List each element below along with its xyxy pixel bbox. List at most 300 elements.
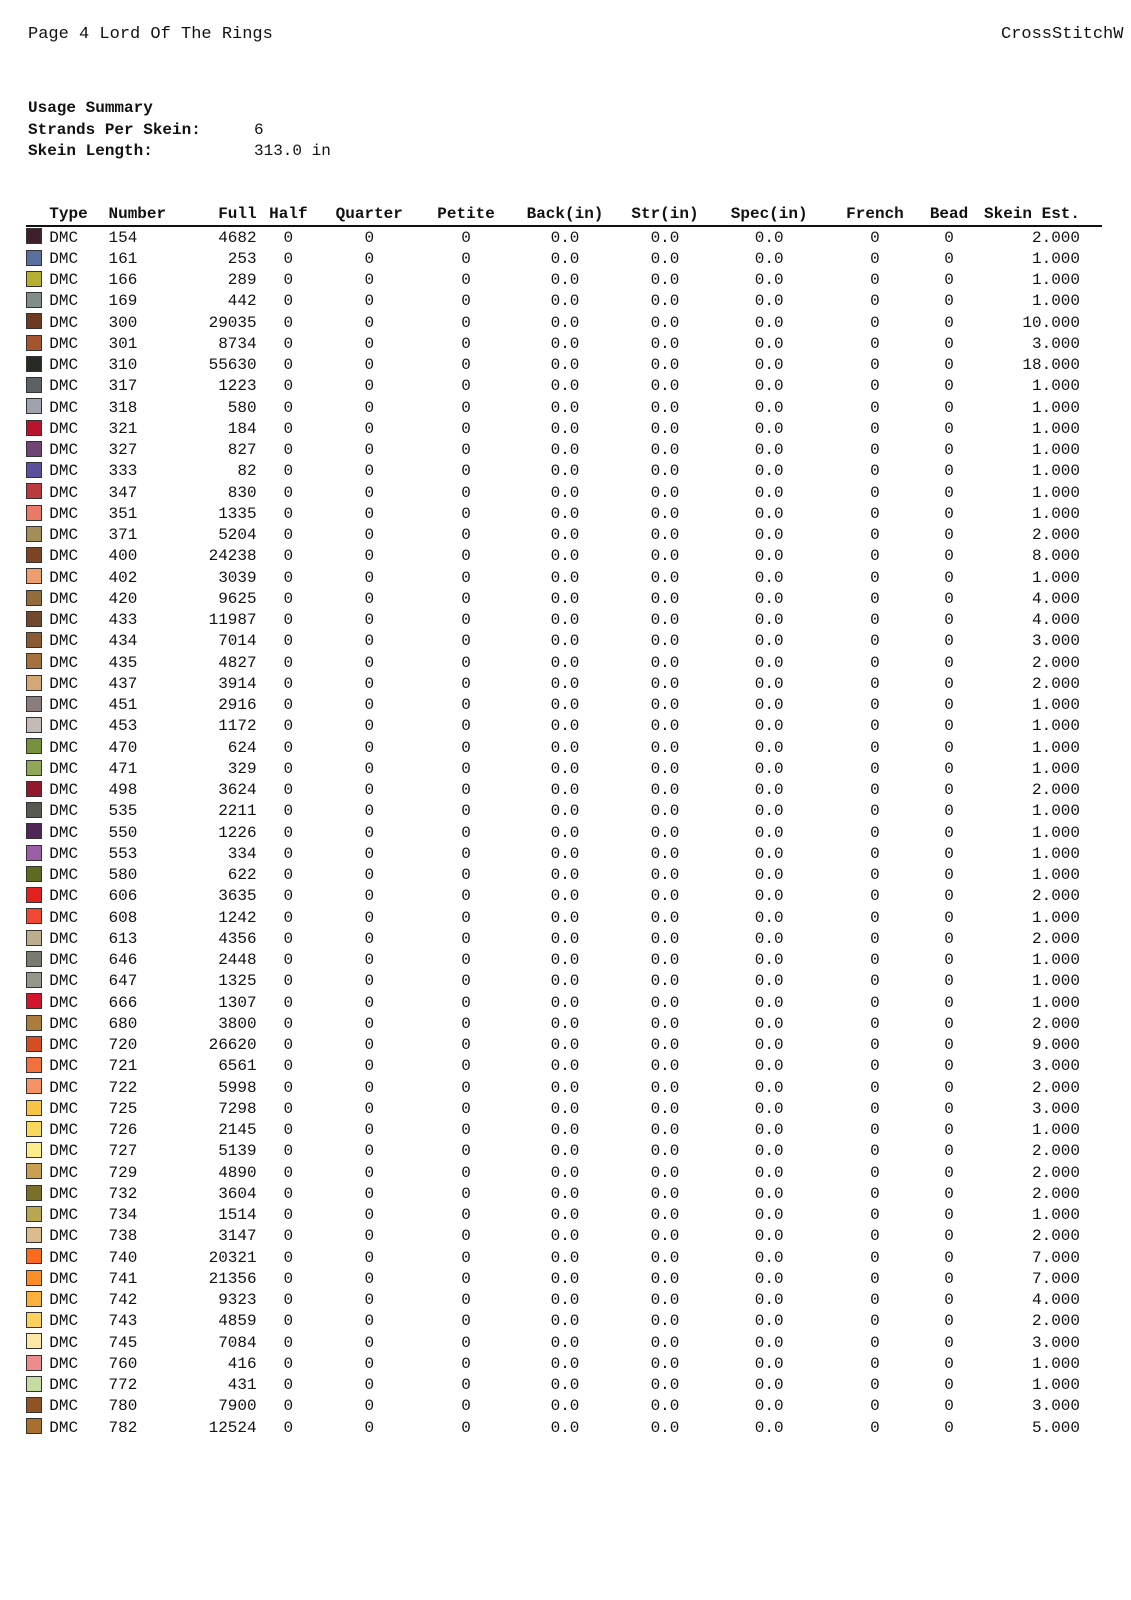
cell-skein-est: 1.000 <box>1031 696 1080 715</box>
cell-swatch <box>26 1205 49 1226</box>
cell-quarter: 0 <box>364 589 375 608</box>
cell-swatch <box>26 758 49 779</box>
cell-french: 0 <box>870 462 880 481</box>
color-swatch-icon <box>26 568 42 584</box>
cell-petite: 0 <box>461 1312 471 1331</box>
cell-number: 760 <box>108 1354 138 1373</box>
cell-half: 0 <box>283 334 294 353</box>
table-header-row <box>26 203 1102 226</box>
cell-half: 0 <box>283 1142 294 1161</box>
cell-french: 0 <box>870 589 880 608</box>
color-swatch-icon <box>26 823 42 839</box>
cell-back: 0.0 <box>550 632 580 651</box>
table-row <box>26 716 1102 737</box>
cell-quarter: 0 <box>364 419 375 438</box>
cell-type: DMC <box>49 419 79 438</box>
cell-bead: 0 <box>944 1184 954 1203</box>
cell-str: 0.0 <box>650 611 680 630</box>
cell-french: 0 <box>870 1142 880 1161</box>
cell-number: 666 <box>108 993 138 1012</box>
cell-number: 301 <box>108 334 138 353</box>
cell-skein-est: 2.000 <box>1031 228 1080 247</box>
cell-type: DMC <box>49 1163 79 1182</box>
color-swatch-icon <box>26 717 42 733</box>
page-header-title: Page 4 Lord Of The Rings <box>28 25 273 44</box>
color-swatch-icon <box>26 675 42 691</box>
cell-french: 0 <box>870 738 880 757</box>
color-swatch-icon <box>26 441 42 457</box>
cell-swatch <box>26 865 49 886</box>
cell-french: 0 <box>870 334 880 353</box>
cell-swatch <box>26 928 49 949</box>
color-swatch-icon <box>26 292 42 308</box>
cell-type: DMC <box>49 844 79 863</box>
cell-str: 0.0 <box>650 759 680 778</box>
cell-back: 0.0 <box>550 1057 580 1076</box>
cell-half: 0 <box>283 419 294 438</box>
color-swatch-icon <box>26 908 42 924</box>
cell-type: DMC <box>49 1269 79 1288</box>
color-swatch-icon <box>26 398 42 414</box>
cell-bead: 0 <box>944 526 954 545</box>
cell-spec: 0.0 <box>754 1206 784 1225</box>
cell-half: 0 <box>283 526 294 545</box>
cell-str: 0.0 <box>650 547 680 566</box>
cell-type: DMC <box>49 1312 79 1331</box>
cell-bead: 0 <box>944 1397 954 1416</box>
cell-str: 0.0 <box>650 1163 680 1182</box>
cell-back: 0.0 <box>550 1291 580 1310</box>
cell-half: 0 <box>283 802 294 821</box>
cell-french: 0 <box>870 887 880 906</box>
cell-skein-est: 2.000 <box>1031 1078 1080 1097</box>
cell-type: DMC <box>49 929 79 948</box>
cell-quarter: 0 <box>364 1057 375 1076</box>
cell-petite: 0 <box>461 249 471 268</box>
cell-spec: 0.0 <box>754 1121 784 1140</box>
cell-full: 1223 <box>218 377 257 396</box>
cell-petite: 0 <box>461 271 471 290</box>
cell-quarter: 0 <box>364 1248 375 1267</box>
cell-swatch <box>26 226 49 248</box>
color-swatch-icon <box>26 781 42 797</box>
cell-french: 0 <box>870 419 880 438</box>
cell-skein-est: 1.000 <box>1031 993 1080 1012</box>
cell-quarter: 0 <box>364 717 375 736</box>
cell-str: 0.0 <box>650 696 680 715</box>
cell-full: 6561 <box>218 1057 257 1076</box>
color-swatch-icon <box>26 972 42 988</box>
cell-spec: 0.0 <box>754 441 784 460</box>
cell-back: 0.0 <box>550 398 580 417</box>
cell-french: 0 <box>870 1333 880 1352</box>
cell-petite: 0 <box>461 1099 471 1118</box>
cell-quarter: 0 <box>364 1142 375 1161</box>
cell-french: 0 <box>870 653 880 672</box>
table-row <box>26 333 1102 354</box>
table-row <box>26 737 1102 758</box>
cell-str: 0.0 <box>650 1291 680 1310</box>
cell-bead: 0 <box>944 504 954 523</box>
cell-french: 0 <box>870 1014 880 1033</box>
cell-half: 0 <box>283 781 294 800</box>
table-row <box>26 673 1102 694</box>
cell-number: 772 <box>108 1376 138 1395</box>
cell-swatch <box>26 780 49 801</box>
cell-type: DMC <box>49 441 79 460</box>
cell-spec: 0.0 <box>754 589 784 608</box>
col-bead: Bead <box>925 203 973 226</box>
cell-back: 0.0 <box>550 271 580 290</box>
cell-swatch <box>26 1226 49 1247</box>
table-row <box>26 440 1102 461</box>
cell-half: 0 <box>283 951 294 970</box>
cell-type: DMC <box>49 1333 79 1352</box>
cell-str: 0.0 <box>650 717 680 736</box>
table-row <box>26 1056 1102 1077</box>
cell-str: 0.0 <box>650 1121 680 1140</box>
cell-swatch <box>26 822 49 843</box>
cell-type: DMC <box>49 1206 79 1225</box>
cell-french: 0 <box>870 1057 880 1076</box>
cell-number: 351 <box>108 504 138 523</box>
cell-french: 0 <box>870 1078 880 1097</box>
cell-swatch <box>26 1183 49 1204</box>
cell-skein-est: 5.000 <box>1031 1418 1080 1437</box>
table-row <box>26 1396 1102 1417</box>
cell-french: 0 <box>870 1397 880 1416</box>
cell-french: 0 <box>870 1036 880 1055</box>
table-row <box>26 822 1102 843</box>
cell-str: 0.0 <box>650 674 680 693</box>
cell-quarter: 0 <box>364 1333 375 1352</box>
cell-bead: 0 <box>944 313 954 332</box>
cell-skein-est: 2.000 <box>1031 1014 1080 1033</box>
cell-skein-est: 3.000 <box>1031 632 1080 651</box>
cell-french: 0 <box>870 802 880 821</box>
cell-full: 827 <box>227 441 257 460</box>
table-row <box>26 1162 1102 1183</box>
cell-petite: 0 <box>461 1142 471 1161</box>
cell-bead: 0 <box>944 653 954 672</box>
cell-half: 0 <box>283 738 294 757</box>
cell-back: 0.0 <box>550 1142 580 1161</box>
cell-number: 720 <box>108 1036 138 1055</box>
cell-back: 0.0 <box>550 1184 580 1203</box>
cell-back: 0.0 <box>550 802 580 821</box>
cell-skein-est: 1.000 <box>1031 504 1080 523</box>
cell-number: 371 <box>108 526 138 545</box>
cell-half: 0 <box>283 1376 294 1395</box>
color-swatch-icon <box>26 696 42 712</box>
table-row <box>26 546 1102 567</box>
cell-half: 0 <box>283 866 294 885</box>
cell-petite: 0 <box>461 1248 471 1267</box>
cell-number: 727 <box>108 1142 138 1161</box>
cell-bead: 0 <box>944 1248 954 1267</box>
cell-petite: 0 <box>461 781 471 800</box>
cell-swatch <box>26 737 49 758</box>
cell-bead: 0 <box>944 1269 954 1288</box>
cell-back: 0.0 <box>550 844 580 863</box>
table-row <box>26 1417 1102 1438</box>
cell-petite: 0 <box>461 823 471 842</box>
cell-half: 0 <box>283 462 294 481</box>
cell-str: 0.0 <box>650 781 680 800</box>
table-row <box>26 482 1102 503</box>
cell-type: DMC <box>49 313 79 332</box>
cell-swatch <box>26 270 49 291</box>
cell-back: 0.0 <box>550 1099 580 1118</box>
cell-back: 0.0 <box>550 377 580 396</box>
cell-bead: 0 <box>944 1312 954 1331</box>
cell-full: 1226 <box>218 823 257 842</box>
cell-type: DMC <box>49 951 79 970</box>
cell-type: DMC <box>49 356 79 375</box>
cell-number: 470 <box>108 738 138 757</box>
cell-number: 347 <box>108 483 138 502</box>
color-swatch-icon <box>26 1248 42 1264</box>
cell-half: 0 <box>283 1291 294 1310</box>
cell-half: 0 <box>283 993 294 1012</box>
cell-bead: 0 <box>944 844 954 863</box>
cell-bead: 0 <box>944 398 954 417</box>
color-swatch-icon <box>26 1163 42 1179</box>
cell-back: 0.0 <box>550 781 580 800</box>
cell-half: 0 <box>283 717 294 736</box>
color-swatch-icon <box>26 1270 42 1286</box>
cell-back: 0.0 <box>550 249 580 268</box>
cell-petite: 0 <box>461 1078 471 1097</box>
cell-number: 734 <box>108 1206 138 1225</box>
cell-swatch <box>26 1396 49 1417</box>
length-label: Skein Length: <box>28 142 153 160</box>
cell-petite: 0 <box>461 696 471 715</box>
cell-french: 0 <box>870 568 880 587</box>
color-swatch-icon <box>26 1015 42 1031</box>
cell-swatch <box>26 716 49 737</box>
cell-str: 0.0 <box>650 313 680 332</box>
cell-petite: 0 <box>461 462 471 481</box>
cell-skein-est: 1.000 <box>1031 483 1080 502</box>
cell-bead: 0 <box>944 866 954 885</box>
cell-half: 0 <box>283 1121 294 1140</box>
cell-quarter: 0 <box>364 993 375 1012</box>
cell-number: 300 <box>108 313 138 332</box>
table-row <box>26 695 1102 716</box>
cell-number: 742 <box>108 1291 138 1310</box>
cell-spec: 0.0 <box>754 356 784 375</box>
cell-swatch <box>26 610 49 631</box>
cell-back: 0.0 <box>550 823 580 842</box>
cell-petite: 0 <box>461 866 471 885</box>
cell-full: 830 <box>227 483 257 502</box>
cell-quarter: 0 <box>364 568 375 587</box>
cell-quarter: 0 <box>364 1014 375 1033</box>
cell-type: DMC <box>49 632 79 651</box>
cell-spec: 0.0 <box>754 802 784 821</box>
cell-str: 0.0 <box>650 1354 680 1373</box>
cell-swatch <box>26 1077 49 1098</box>
cell-bead: 0 <box>944 1333 954 1352</box>
color-swatch-icon <box>26 505 42 521</box>
usage-summary <box>28 98 331 163</box>
cell-spec: 0.0 <box>754 1057 784 1076</box>
cell-skein-est: 2.000 <box>1031 1163 1080 1182</box>
cell-back: 0.0 <box>550 738 580 757</box>
cell-spec: 0.0 <box>754 972 784 991</box>
table-row <box>26 801 1102 822</box>
cell-spec: 0.0 <box>754 568 784 587</box>
table-row <box>26 1290 1102 1311</box>
cell-quarter: 0 <box>364 271 375 290</box>
cell-number: 317 <box>108 377 138 396</box>
color-swatch-icon <box>26 1100 42 1116</box>
cell-half: 0 <box>283 504 294 523</box>
cell-back: 0.0 <box>550 292 580 311</box>
cell-french: 0 <box>870 908 880 927</box>
cell-spec: 0.0 <box>754 1397 784 1416</box>
color-swatch-icon <box>26 1376 42 1392</box>
cell-spec: 0.0 <box>754 1078 784 1097</box>
cell-back: 0.0 <box>550 1227 580 1246</box>
cell-str: 0.0 <box>650 377 680 396</box>
cell-number: 721 <box>108 1057 138 1076</box>
cell-full: 2916 <box>218 696 257 715</box>
cell-type: DMC <box>49 504 79 523</box>
table-row <box>26 1183 1102 1204</box>
cell-petite: 0 <box>461 887 471 906</box>
cell-type: DMC <box>49 653 79 672</box>
cell-number: 729 <box>108 1163 138 1182</box>
cell-bead: 0 <box>944 993 954 1012</box>
cell-swatch <box>26 1268 49 1289</box>
cell-spec: 0.0 <box>754 271 784 290</box>
cell-french: 0 <box>870 547 880 566</box>
color-swatch-icon <box>26 653 42 669</box>
cell-half: 0 <box>283 398 294 417</box>
cell-french: 0 <box>870 929 880 948</box>
cell-str: 0.0 <box>650 271 680 290</box>
cell-type: DMC <box>49 292 79 311</box>
cell-type: DMC <box>49 249 79 268</box>
cell-str: 0.0 <box>650 844 680 863</box>
color-swatch-icon <box>26 993 42 1009</box>
table-row <box>26 270 1102 291</box>
cell-half: 0 <box>283 1312 294 1331</box>
cell-skein-est: 10.000 <box>1022 313 1080 332</box>
color-swatch-icon <box>26 483 42 499</box>
cell-full: 21356 <box>208 1269 257 1288</box>
color-swatch-icon <box>26 271 42 287</box>
cell-str: 0.0 <box>650 398 680 417</box>
cell-type: DMC <box>49 1057 79 1076</box>
cell-swatch <box>26 801 49 822</box>
cell-bead: 0 <box>944 228 954 247</box>
cell-half: 0 <box>283 908 294 927</box>
cell-spec: 0.0 <box>754 547 784 566</box>
cell-half: 0 <box>283 377 294 396</box>
cell-half: 0 <box>283 1014 294 1033</box>
cell-type: DMC <box>49 1014 79 1033</box>
cell-quarter: 0 <box>364 249 375 268</box>
cell-bead: 0 <box>944 802 954 821</box>
cell-full: 26620 <box>208 1036 257 1055</box>
cell-petite: 0 <box>461 674 471 693</box>
cell-french: 0 <box>870 1312 880 1331</box>
cell-petite: 0 <box>461 1376 471 1395</box>
color-swatch-icon <box>26 547 42 563</box>
cell-number: 169 <box>108 292 138 311</box>
table-row <box>26 567 1102 588</box>
cell-back: 0.0 <box>550 334 580 353</box>
table-row <box>26 226 1102 248</box>
cell-full: 4682 <box>218 228 257 247</box>
cell-spec: 0.0 <box>754 526 784 545</box>
cell-skein-est: 1.000 <box>1031 951 1080 970</box>
cell-full: 29035 <box>208 313 257 332</box>
cell-petite: 0 <box>461 908 471 927</box>
cell-str: 0.0 <box>650 1014 680 1033</box>
color-swatch-icon <box>26 1078 42 1094</box>
cell-petite: 0 <box>461 228 471 247</box>
table-row <box>26 907 1102 928</box>
cell-skein-est: 2.000 <box>1031 887 1080 906</box>
cell-skein-est: 2.000 <box>1031 653 1080 672</box>
cell-quarter: 0 <box>364 781 375 800</box>
cell-bead: 0 <box>944 611 954 630</box>
cell-french: 0 <box>870 1269 880 1288</box>
cell-skein-est: 2.000 <box>1031 781 1080 800</box>
cell-type: DMC <box>49 908 79 927</box>
cell-petite: 0 <box>461 1227 471 1246</box>
cell-petite: 0 <box>461 313 471 332</box>
cell-str: 0.0 <box>650 1206 680 1225</box>
cell-skein-est: 3.000 <box>1031 1057 1080 1076</box>
cell-str: 0.0 <box>650 504 680 523</box>
cell-petite: 0 <box>461 1333 471 1352</box>
cell-spec: 0.0 <box>754 419 784 438</box>
cell-bead: 0 <box>944 951 954 970</box>
cell-bead: 0 <box>944 1142 954 1161</box>
cell-full: 8734 <box>218 334 257 353</box>
cell-skein-est: 1.000 <box>1031 823 1080 842</box>
cell-full: 7900 <box>218 1397 257 1416</box>
cell-french: 0 <box>870 866 880 885</box>
cell-french: 0 <box>870 674 880 693</box>
cell-number: 608 <box>108 908 138 927</box>
cell-quarter: 0 <box>364 292 375 311</box>
cell-back: 0.0 <box>550 1078 580 1097</box>
cell-quarter: 0 <box>364 972 375 991</box>
cell-french: 0 <box>870 696 880 715</box>
cell-full: 9625 <box>218 589 257 608</box>
cell-half: 0 <box>283 228 294 247</box>
cell-type: DMC <box>49 717 79 736</box>
cell-petite: 0 <box>461 334 471 353</box>
cell-back: 0.0 <box>550 568 580 587</box>
cell-full: 3147 <box>218 1227 257 1246</box>
table-row <box>26 376 1102 397</box>
cell-full: 1172 <box>218 717 257 736</box>
table-row <box>26 758 1102 779</box>
cell-back: 0.0 <box>550 313 580 332</box>
cell-full: 2211 <box>218 802 257 821</box>
cell-quarter: 0 <box>364 1397 375 1416</box>
cell-half: 0 <box>283 653 294 672</box>
cell-full: 3914 <box>218 674 257 693</box>
cell-spec: 0.0 <box>754 1163 784 1182</box>
